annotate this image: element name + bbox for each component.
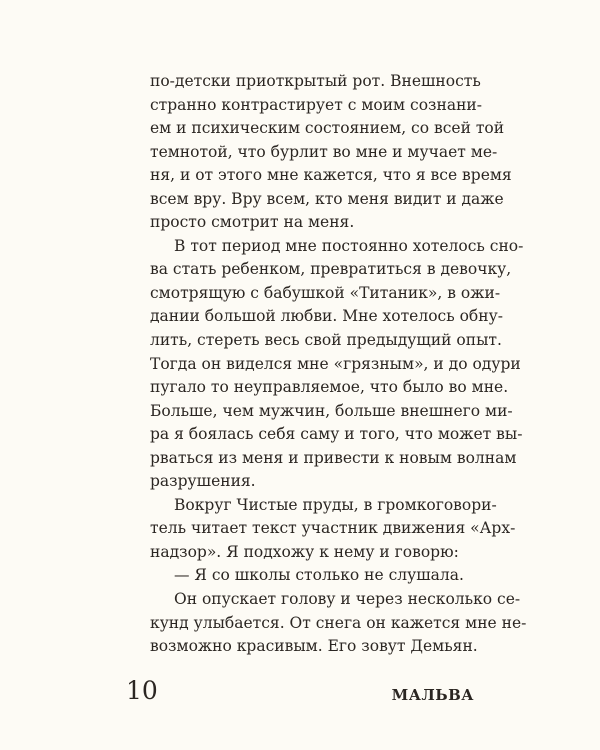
text-line: кунд улыбается. От снега он кажется мне не- [150,613,527,632]
text-line: ра я боялась себя саму и того, что может вы- [150,425,523,444]
text-line: Больше, чем мужчин, больше внешнего ми- [150,401,513,420]
text-line: ва стать ребенком, превратиться в девочку, [150,260,512,279]
text-line: разрушения. [150,472,256,491]
text-line: лить, стереть весь свой предыдущий опыт. [150,331,502,350]
text-line: по-детски приоткрытый рот. Внешность [150,72,481,90]
text-line: просто смотрит на меня. [150,213,355,232]
text-line: возможно красивым. Его зовут Демьян. [150,637,478,656]
text-line: надзор». Я подхожу к нему и говорю: [150,542,459,561]
text-line: ем и психическим состоянием, со всей той [150,119,505,138]
text-line: ня, и от этого мне кажется, что я все время [150,166,512,185]
text-line: тель читает текст участник движения «Арх- [150,519,516,538]
page-number: 10 [126,676,158,705]
text-line: темнотой, что бурлит во мне и мучает ме- [150,142,498,161]
series-title: МАЛЬВА [391,686,474,704]
text-line: Он опускает голову и через несколько се- [174,590,521,609]
text-line: пугало то неуправляемое, что было во мне. [150,378,509,397]
text-line: Вокруг Чистые пруды, в громкоговори- [174,495,497,514]
text-line: — Я со школы столько не слушала. [174,566,464,585]
book-page-text [150,70,527,659]
text-line: рваться из меня и привести к новым волнам [150,448,517,467]
text-line: Тогда он виделся мне «грязным», и до одури [150,354,521,373]
text-line: дании большой любви. Мне хотелось обну- [150,307,503,326]
text-line: всем вру. Вру всем, кто меня видит и даже [150,189,504,208]
text-line: смотрящую с бабушкой «Титаник», в ожи- [150,283,501,302]
text-line: В тот период мне постоянно хотелось сно- [174,236,524,255]
text-line: странно контрастирует с моим сознани- [150,95,482,114]
